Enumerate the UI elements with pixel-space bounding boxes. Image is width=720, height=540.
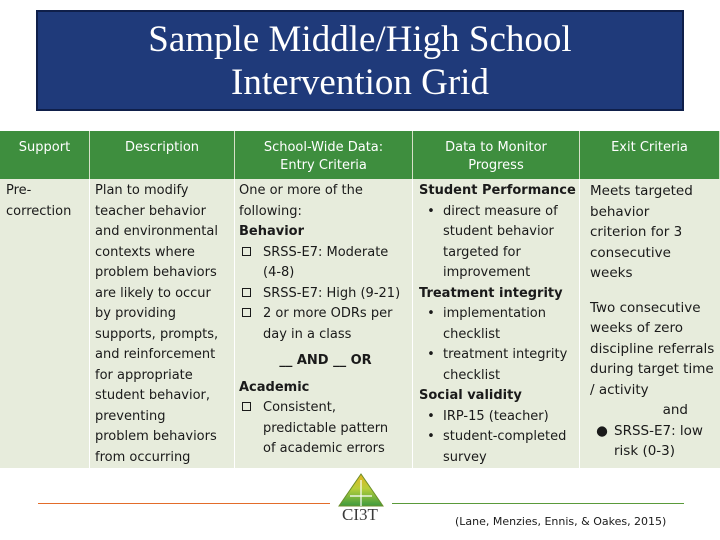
- description-line: from occurring: [95, 449, 191, 465]
- citation: (Lane, Menzies, Ennis, & Oakes, 2015): [455, 515, 667, 528]
- bullet-icon: •: [427, 347, 435, 362]
- exit-line: consecutive: [590, 244, 671, 261]
- integrity-item: treatment integrity: [443, 347, 568, 362]
- exit-line: weeks of zero: [590, 320, 684, 336]
- validity-item: IRP-15 (teacher): [443, 408, 549, 424]
- performance-heading: Student Performance: [419, 183, 576, 198]
- entry-criteria-cell: [235, 179, 413, 468]
- checkbox-icon: [242, 308, 251, 317]
- integrity-item: implementation: [443, 306, 547, 321]
- performance-item: direct measure of: [443, 203, 558, 219]
- validity-heading: Social validity: [419, 388, 522, 403]
- logo-text: CI3T: [342, 505, 378, 524]
- header-support: Support: [0, 131, 90, 179]
- title-banner: [36, 10, 684, 111]
- divider-line: [392, 503, 684, 504]
- bullet-icon: •: [427, 429, 435, 444]
- academic-criterion-cont: predictable pattern: [263, 420, 389, 436]
- srss-moderate-range: (4-8): [263, 265, 295, 280]
- description-line: and reinforcement: [95, 347, 216, 362]
- exit-srss-low-cont: risk (0-3): [614, 443, 676, 459]
- exit-criteria-cell: [580, 179, 720, 468]
- header-exit-criteria: Exit Criteria: [580, 131, 720, 179]
- bullet-icon: •: [427, 306, 435, 321]
- academic-criterion-cont: of academic errors: [263, 441, 385, 456]
- checkbox-icon: [242, 247, 251, 256]
- description-line: problem behaviors: [95, 429, 217, 444]
- exit-line: weeks: [590, 265, 633, 281]
- validity-item: student-completed: [443, 429, 567, 444]
- bullet-icon: •: [427, 408, 435, 424]
- description-line: contexts where: [95, 244, 195, 260]
- exit-line: / activity: [590, 381, 649, 398]
- srss-high: SRSS-E7: High (9-21): [263, 285, 401, 301]
- entry-intro-line: following:: [239, 203, 302, 219]
- monitor-progress-cell: [413, 179, 580, 468]
- odr-criterion-cont: day in a class: [263, 326, 352, 342]
- description-line: preventing: [95, 408, 166, 424]
- divider-line: [38, 503, 330, 504]
- exit-line: during target time: [590, 361, 714, 377]
- exit-line: Meets targeted: [590, 183, 693, 199]
- performance-item-cont: improvement: [443, 265, 531, 280]
- description-line: by providing: [95, 306, 177, 321]
- performance-item-cont: student behavior: [443, 224, 554, 239]
- bullet-icon: ●: [596, 422, 608, 439]
- and-or-selector: __ AND __ OR: [279, 353, 372, 368]
- entry-intro-line: One or more of the: [239, 183, 363, 198]
- triangle-logo-icon: [336, 472, 386, 508]
- description-line: student behavior,: [95, 388, 211, 403]
- bullet-icon: •: [427, 203, 435, 219]
- performance-item-cont: targeted for: [443, 244, 521, 260]
- description-line: for appropriate: [95, 367, 193, 383]
- header-description: Description: [90, 131, 235, 179]
- support-line: Pre-: [6, 183, 32, 198]
- academic-heading: Academic: [239, 379, 310, 395]
- integrity-heading: Treatment integrity: [419, 285, 563, 301]
- description-line: supports, prompts,: [95, 326, 219, 342]
- exit-line: discipline referrals: [590, 340, 715, 357]
- description-line: are likely to occur: [95, 285, 211, 301]
- description-cell: [90, 179, 235, 468]
- intervention-grid: [0, 131, 720, 468]
- exit-srss-low: SRSS-E7: low: [614, 422, 703, 439]
- srss-moderate: SRSS-E7: Moderate: [263, 244, 389, 260]
- description-line: teacher behavior: [95, 203, 206, 219]
- exit-line: criterion for 3: [590, 224, 683, 240]
- description-line: and environmental: [95, 224, 218, 239]
- odr-criterion: 2 or more ODRs per: [263, 306, 393, 321]
- header-entry-criteria: School-Wide Data: Entry Criteria: [235, 131, 413, 179]
- description-line: Plan to modify: [95, 183, 189, 198]
- page-title: Sample Middle/High School Intervention Grid: [148, 18, 572, 103]
- exit-line: Two consecutive: [590, 299, 701, 316]
- exit-and: and: [662, 402, 688, 418]
- exit-line: behavior: [590, 203, 650, 220]
- academic-criterion: Consistent,: [263, 400, 336, 415]
- support-cell: [0, 179, 90, 468]
- header-monitor-progress: Data to Monitor Progress: [413, 131, 580, 179]
- support-line: correction: [6, 203, 72, 219]
- description-line: problem behaviors: [95, 265, 217, 280]
- integrity-item-cont: checklist: [443, 326, 501, 342]
- checkbox-icon: [242, 402, 251, 411]
- behavior-heading: Behavior: [239, 224, 305, 239]
- integrity-item-cont: checklist: [443, 367, 501, 383]
- checkbox-icon: [242, 288, 251, 297]
- validity-item-cont: survey: [443, 449, 487, 465]
